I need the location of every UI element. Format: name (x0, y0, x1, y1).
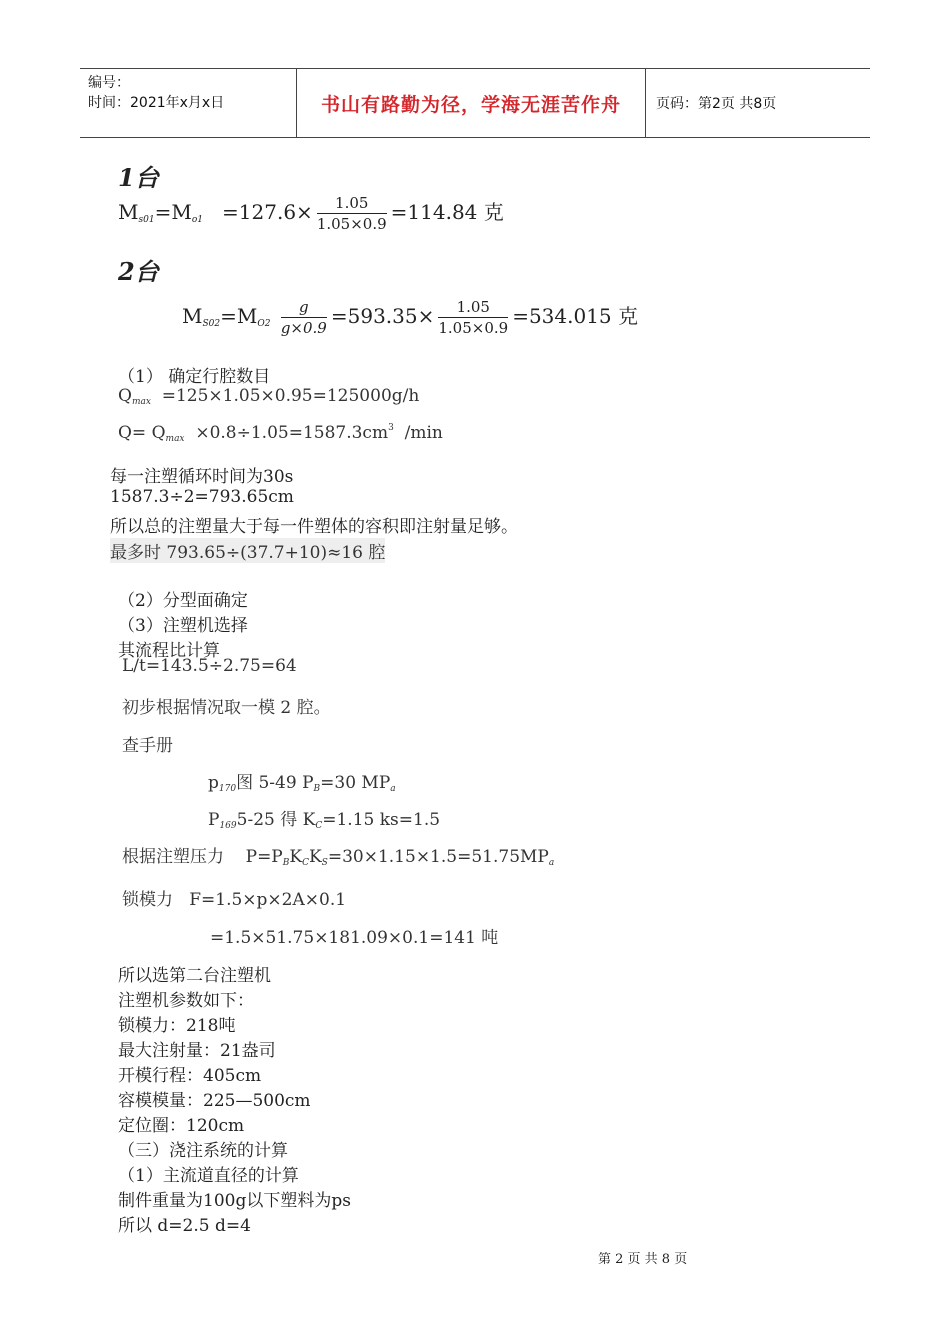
pressure-value: =30×1.15×1.5=51.75MP (327, 847, 549, 867)
q-max-line (118, 386, 419, 407)
m2-fraction-1 (281, 298, 327, 337)
p169-line (208, 805, 440, 831)
max-cavity: 最多时 793.65÷(37.7+10)≈16 腔 (110, 538, 385, 563)
header-meta (80, 69, 297, 137)
p170-sub3: a (390, 784, 396, 794)
m2-sub1: S02 (202, 319, 221, 329)
clamp-label: 锁模力 (122, 890, 173, 910)
gating-heading: （三）浇注系统的计算 (118, 1141, 288, 1161)
division-calc: 1587.3÷2=793.65cm (110, 487, 294, 507)
flow-ratio-value: L/t=143.5÷2.75=64 (122, 656, 297, 676)
m2-fraction-2 (438, 298, 508, 337)
param-max-shot: 最大注射量：21盎司 (118, 1041, 276, 1061)
clamp-result: =1.5×51.75×181.09×0.1=141 吨 (210, 928, 499, 948)
m1-result: =114.84 克 (390, 200, 504, 224)
p169-value: =1.15 ks=1.5 (322, 810, 441, 830)
page-header (80, 68, 870, 138)
section-1-heading: （1） 确定行腔数目 (118, 367, 271, 387)
param-mold-capacity: 容模模量：225—500cm (118, 1091, 311, 1111)
m1-denominator: 1.05×0.9 (316, 215, 387, 233)
pressure-eq: P=P (245, 847, 283, 867)
formula-m1 (118, 194, 504, 233)
machine-choice: 所以选第二台注塑机 (118, 966, 271, 986)
param-mold-stroke: 开模行程：405cm (118, 1066, 262, 1086)
page-footer: 第 2 页 共 8 页 (598, 1252, 688, 1267)
m1-fraction (317, 194, 387, 233)
p169-text: 5-25 得 K (236, 810, 316, 830)
cycle-time: 每一注塑循环时间为30s (110, 467, 294, 487)
conclusion-text: 所以总的注塑量大于每一件塑体的容积即注射量足够。 (110, 517, 518, 537)
pressure-sub2: C (302, 858, 309, 868)
pressure-k2: K (308, 847, 322, 867)
manual-lookup: 查手册 (122, 736, 173, 756)
params-title: 注塑机参数如下： (118, 991, 254, 1011)
m2-numerator-2: 1.05 (438, 298, 508, 318)
initial-choice: 初步根据情况取一模 2 腔。 (122, 698, 331, 718)
machine-2-title: 2台 (118, 257, 159, 286)
m1-sub1: s01 (138, 215, 155, 225)
machine-1-title: 1台 (118, 163, 159, 192)
q-sub: max (165, 434, 185, 444)
p170-sub2: B (313, 784, 321, 794)
part-weight: 制件重量为100g以下塑料为ps (118, 1191, 351, 1211)
header-page-info: 页码：第2页 共8页 (656, 96, 777, 112)
clamp-eq: F=1.5×p×2A×0.1 (189, 890, 347, 910)
m2-denominator-2: 1.05×0.9 (438, 319, 509, 337)
m2-denominator-1: g×0.9 (280, 319, 327, 337)
m1-mid: =127.6× (222, 200, 313, 224)
m1-numerator: 1.05 (317, 194, 387, 214)
param-locating-ring: 定位圈：120cm (118, 1116, 245, 1136)
q-value: ×0.8÷1.05=1587.3cm (195, 423, 389, 443)
p170-symbol: p (208, 773, 219, 793)
q-max-value: =125×1.05×0.95=125000g/h (161, 386, 420, 406)
q-line (118, 423, 443, 444)
pressure-sub1: B (282, 858, 290, 868)
formula-m2 (182, 298, 638, 337)
p169-sub2: C (315, 821, 323, 831)
p169-symbol: P (208, 810, 220, 830)
header-code: 编号： (88, 75, 130, 91)
flow-ratio-label: 其流程比计算 (118, 641, 220, 661)
section-2-heading: （2）分型面确定 (118, 591, 248, 611)
p170-text: 图 5-49 P (236, 773, 314, 793)
q-symbol: Q= Q (118, 423, 166, 443)
m2-mid: =593.35× (330, 304, 435, 328)
p170-line (208, 768, 396, 794)
m2-result: =534.015 克 (512, 304, 639, 328)
header-time: 时间：2021年x月x日 (88, 95, 225, 111)
diameter-values: 所以 d=2.5 d=4 (118, 1216, 251, 1236)
m1-lhs: M (118, 200, 139, 224)
header-motto: 书山有路勤为径，学海无涯苦作舟 (297, 69, 646, 137)
pressure-label: 根据注塑压力 (122, 847, 224, 867)
m2-eq: =M (220, 304, 258, 328)
m2-lhs: M (182, 304, 203, 328)
p170-sub: 170 (218, 784, 237, 794)
m2-numerator-1: g (281, 298, 327, 318)
q-max-sub: max (131, 397, 151, 407)
pressure-sub4: a (548, 858, 555, 868)
param-clamp-force: 锁模力：218吨 (118, 1016, 236, 1036)
clamp-line (122, 885, 346, 910)
q-max-symbol: Q (118, 386, 132, 406)
p169-sub: 169 (219, 821, 237, 831)
pressure-line (122, 842, 554, 868)
p170-value: =30 MP (320, 773, 391, 793)
pressure-k1: K (289, 847, 303, 867)
m1-eq: =M (154, 200, 192, 224)
q-sup: 3 (388, 423, 394, 433)
q-unit: /min (404, 423, 443, 443)
main-runner-heading: （1）主流道直径的计算 (118, 1166, 299, 1186)
section-3-heading: （3）注塑机选择 (118, 616, 248, 636)
pressure-sub3: S (321, 858, 328, 868)
m1-sub2: o1 (191, 215, 203, 225)
m2-sub2: O2 (257, 319, 271, 329)
